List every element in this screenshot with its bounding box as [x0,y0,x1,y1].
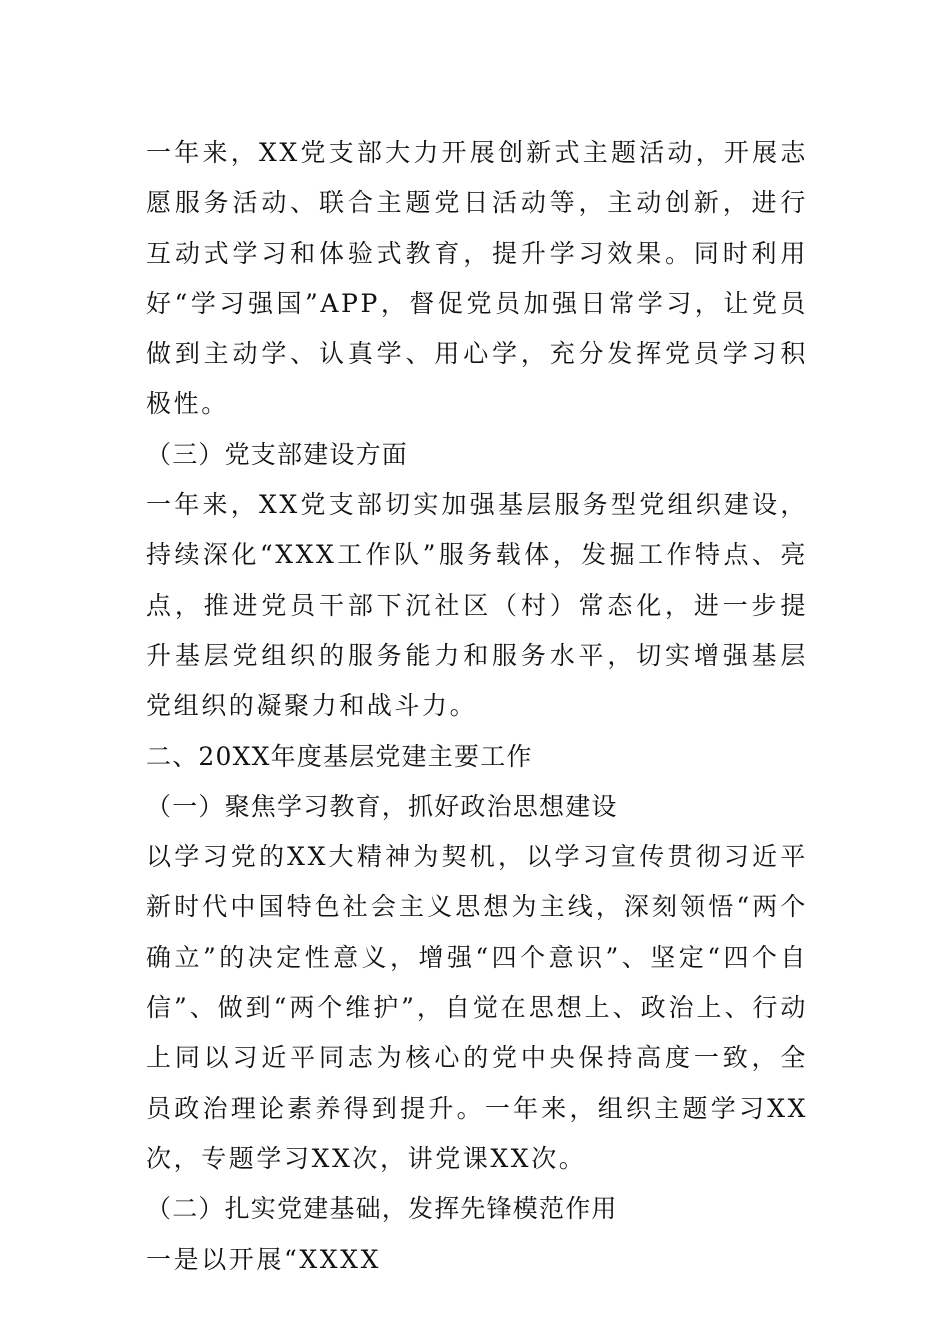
heading-political-education: （一）聚焦学习教育，抓好政治思想建设 [146,791,618,821]
paragraph-study-activities: 一年来，XX党支部大力开展创新式主题活动，开展志愿服务活动、联合主题党日活动等，主动创新，进行互动式学习和体验式教育，提升学习效果。同时利用好“学习强国”APP，督促党员加强日常学习，让党员做到主动学、认真学、用心学，充分发挥党员学习积极性。 [146,138,808,419]
paragraph-branch-construction: 一年来，XX党支部切实加强基层服务型党组织建设，持续深化“XXX工作队”服务载体，发掘工作特点、亮点，推进党员干部下沉社区（村）常态化，进一步提升基层党组织的服务能力和服务水平，切实增强基层党组织的凝聚力和战斗力。 [146,490,808,721]
heading-annual-main-work: 二、20XX年度基层党建主要工作 [146,741,533,771]
heading-party-foundation: （二）扎实党建基础，发挥先锋模范作用 [146,1194,618,1224]
document-body [146,128,808,1285]
paragraph-political-education: 以学习党的XX大精神为契机，以学习宣传贯彻习近平新时代中国特色社会主义思想为主线，深刻领悟“两个确立”的决定性意义，增强“四个意识”、坚定“四个自信”、做到“两个维护”，自觉在思想上、政治上、行动上同以习近平同志为核心的党中央保持高度一致，全员政治理论素养得到提升。一年来，组织主题学习XX次，专题学习XX次，讲党课XX次。 [146,842,808,1173]
heading-branch-construction: （三）党支部建设方面 [146,439,409,469]
paragraph-party-foundation-start: 一是以开展“XXXX [146,1244,381,1274]
